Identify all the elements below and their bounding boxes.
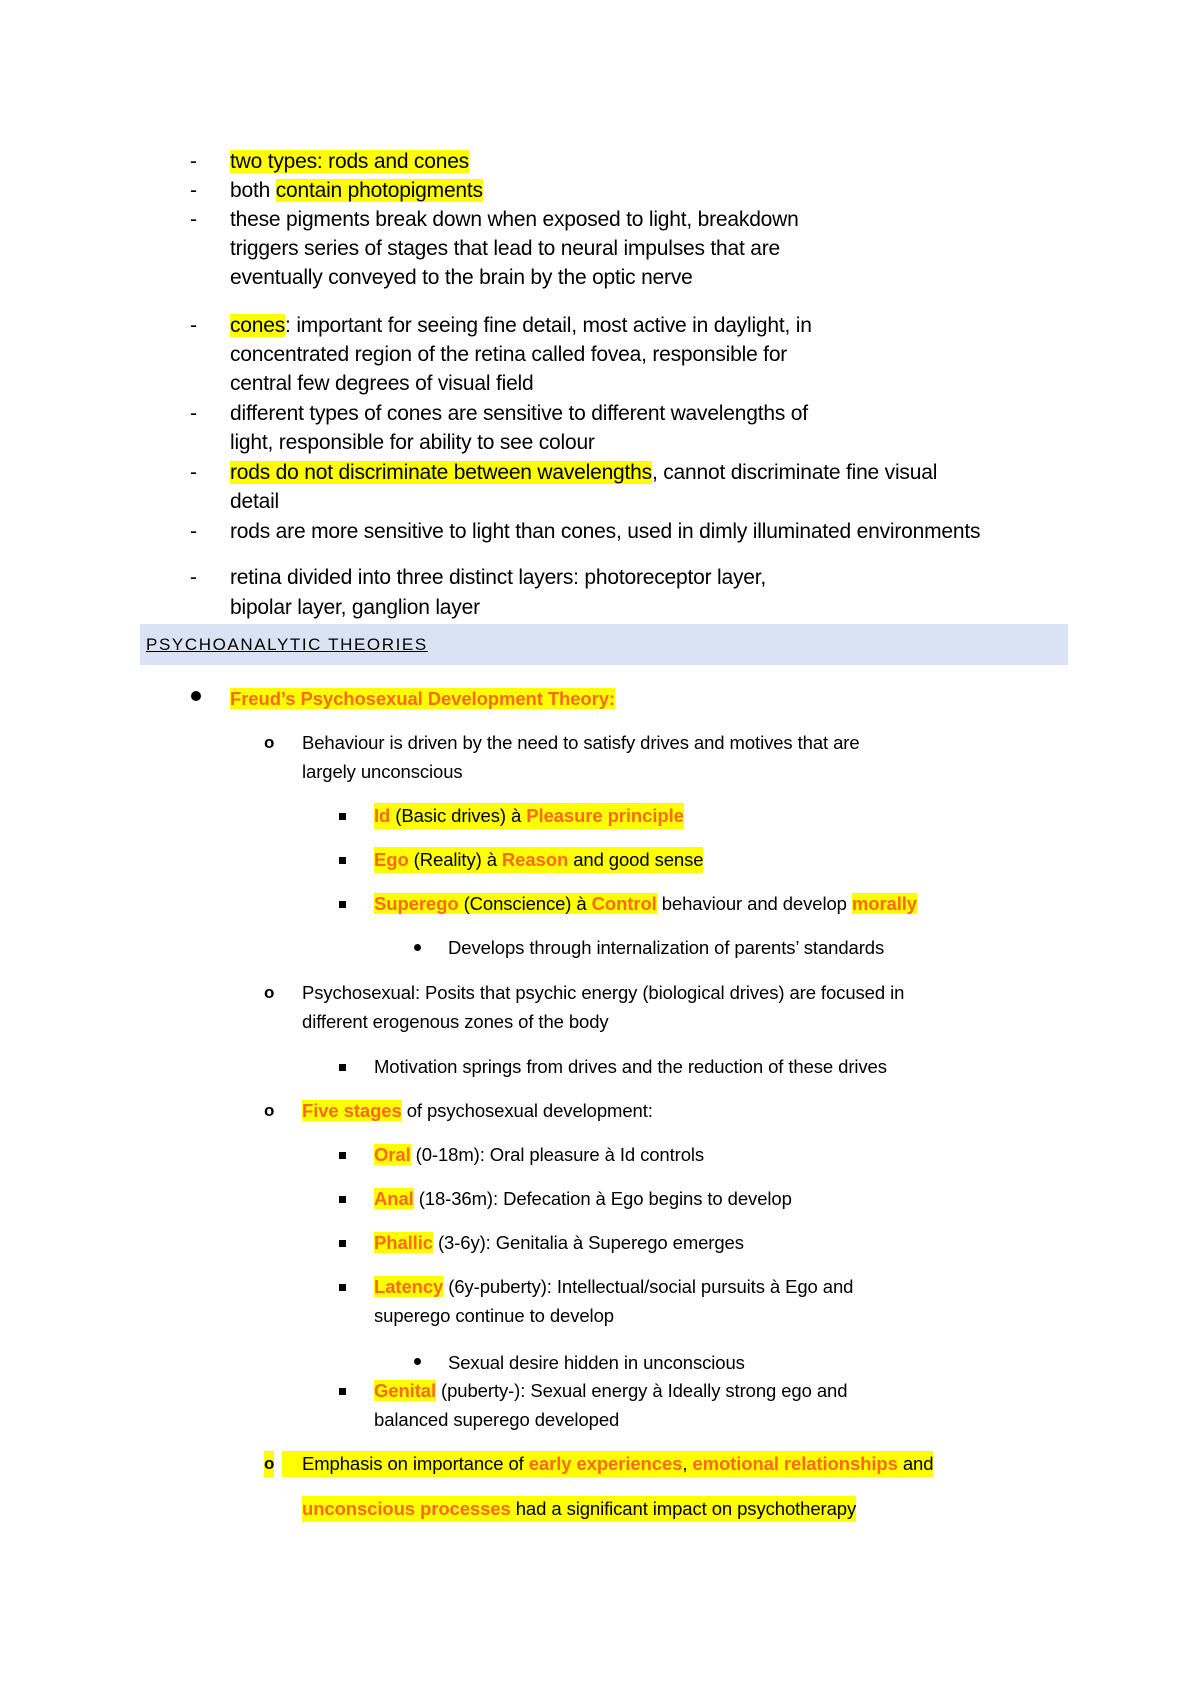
- hollow-bullet-icon: o: [264, 733, 275, 752]
- dash-bullet: -: [190, 402, 197, 425]
- dash-bullet: -: [190, 208, 197, 231]
- dash-bullet: -: [190, 566, 197, 589]
- hollow-bullet-icon: o: [264, 1451, 274, 1477]
- stage-desc: (3-6y): Genitalia à Superego emerges: [432, 1232, 744, 1253]
- stage-oral: [374, 1142, 704, 1168]
- highlighted-text: rods do not discriminate between wavelengths: [230, 461, 652, 484]
- stage-name: Anal: [374, 1188, 414, 1209]
- psychosexual-line: different erogenous zones of the body: [302, 1011, 609, 1032]
- stage-name: Phallic: [374, 1232, 433, 1253]
- note-line: different types of cones are sensitive to different wavelengths of: [230, 402, 808, 425]
- intro-line: Behaviour is driven by the need to satisfy drives and motives that are: [302, 732, 860, 753]
- stage-genital-cont: balanced superego developed: [374, 1409, 620, 1430]
- note-text: both: [230, 179, 276, 202]
- square-bullet-icon: [339, 901, 346, 908]
- note-line: [230, 147, 469, 176]
- term: Reason: [501, 849, 569, 870]
- highlighted-text: two types: rods and cones: [230, 150, 469, 173]
- term-desc: (Basic drives) à: [390, 805, 527, 826]
- term-desc: (Reality) à: [408, 849, 502, 870]
- ego-line: [374, 847, 703, 873]
- stage-desc: (18-36m): Defecation à Ego begins to develop: [413, 1188, 792, 1209]
- dot-bullet-icon: [414, 944, 421, 951]
- note-line: central few degrees of visual field: [230, 372, 534, 395]
- dash-bullet: -: [190, 179, 197, 202]
- latency-sub-line: Sexual desire hidden in unconscious: [448, 1352, 745, 1373]
- stage-name: Genital: [374, 1380, 437, 1401]
- id-line: [374, 803, 684, 829]
- note-line: eventually conveyed to the brain by the optic nerve: [230, 266, 693, 289]
- dash-bullet: -: [190, 520, 197, 543]
- note-line: retina divided into three distinct layers: photoreceptor layer,: [230, 566, 767, 589]
- note-line: [230, 458, 937, 487]
- stage-desc: (6y-puberty): Intellectual/social pursuits à Ego and: [443, 1276, 854, 1297]
- square-bullet-icon: [339, 1240, 346, 1247]
- term: morally: [851, 893, 917, 914]
- stage-name: Latency: [374, 1276, 444, 1297]
- emphasis-text: and: [897, 1453, 934, 1474]
- superego-sub-line: Develops through internalization of parents’ standards: [448, 937, 885, 958]
- emphasis-text: ,: [682, 1453, 693, 1474]
- note-line: concentrated region of the retina called fovea, responsible for: [230, 343, 788, 366]
- hollow-bullet-icon: o: [264, 983, 275, 1002]
- stage-phallic: [374, 1230, 744, 1256]
- term: Ego: [374, 849, 409, 870]
- square-bullet-icon: [339, 1196, 346, 1203]
- note-line: bipolar layer, ganglion layer: [230, 596, 480, 619]
- dash-bullet: -: [190, 314, 197, 337]
- square-bullet-icon: [339, 813, 346, 820]
- round-bullet-icon: [191, 691, 201, 701]
- note-line: rods are more sensitive to light than cones, used in dimly illuminated environments: [230, 520, 981, 543]
- note-line: [230, 176, 483, 205]
- dash-bullet: -: [190, 461, 197, 484]
- square-bullet-icon: [339, 1284, 346, 1291]
- term: Pleasure principle: [526, 805, 684, 826]
- term-desc: of psychosexual development:: [401, 1100, 653, 1121]
- term: Superego: [374, 893, 459, 914]
- term: Control: [591, 893, 657, 914]
- note-text: : important for seeing fine detail, most active in daylight, in: [285, 314, 812, 337]
- highlighted-text: contain photopigments: [275, 179, 483, 202]
- motivation-line: Motivation springs from drives and the reduction of these drives: [374, 1056, 887, 1077]
- section-heading: PSYCHOANALYTIC THEORIES: [146, 635, 428, 654]
- psychosexual-line: Psychosexual: Posits that psychic energy (biological drives) are focused in: [302, 982, 905, 1003]
- term-desc: (Conscience) à: [458, 893, 592, 914]
- square-bullet-icon: [339, 1388, 346, 1395]
- stage-desc: (puberty-): Sexual energy à Ideally strong ego and: [436, 1380, 848, 1401]
- emphasis-text: had a significant impact on psychotherapy: [510, 1498, 857, 1519]
- square-bullet-icon: [339, 1064, 346, 1071]
- stage-latency-cont: superego continue to develop: [374, 1305, 614, 1326]
- note-line: [230, 311, 812, 340]
- square-bullet-icon: [339, 857, 346, 864]
- hollow-bullet-icon: o: [264, 1101, 275, 1120]
- superego-line: [374, 891, 917, 917]
- note-line: detail: [230, 490, 280, 513]
- term: unconscious processes: [302, 1498, 511, 1519]
- term: emotional relationships: [692, 1453, 898, 1474]
- note-text: , cannot discriminate fine visual: [651, 461, 938, 484]
- emphasis-text: Emphasis on importance of: [302, 1453, 529, 1474]
- highlighted-title: Freud’s Psychosexual Development Theory:: [230, 688, 615, 709]
- stage-genital: [374, 1378, 847, 1404]
- highlighted-text: cones: [230, 314, 286, 337]
- stage-anal: [374, 1186, 792, 1212]
- note-line: light, responsible for ability to see colour: [230, 431, 595, 454]
- note-line: triggers series of stages that lead to neural impulses that are: [230, 237, 781, 260]
- term: early experiences: [528, 1453, 683, 1474]
- term: Id: [374, 805, 391, 826]
- theory-title: [230, 686, 615, 712]
- stage-name: Oral: [374, 1144, 411, 1165]
- emphasis-line-cont: [302, 1496, 856, 1522]
- square-bullet-icon: [339, 1152, 346, 1159]
- stage-desc: (0-18m): Oral pleasure à Id controls: [410, 1144, 705, 1165]
- term-desc: and good sense: [568, 849, 704, 870]
- dash-bullet: -: [190, 150, 197, 173]
- term-desc: behaviour and develop: [656, 893, 852, 914]
- emphasis-line: [282, 1451, 933, 1477]
- five-stages-line: [302, 1098, 653, 1124]
- stage-latency: [374, 1274, 853, 1300]
- intro-line: largely unconscious: [302, 761, 463, 782]
- term: Five stages: [302, 1100, 402, 1121]
- dot-bullet-icon: [414, 1358, 421, 1365]
- note-line: these pigments break down when exposed to light, breakdown: [230, 208, 799, 231]
